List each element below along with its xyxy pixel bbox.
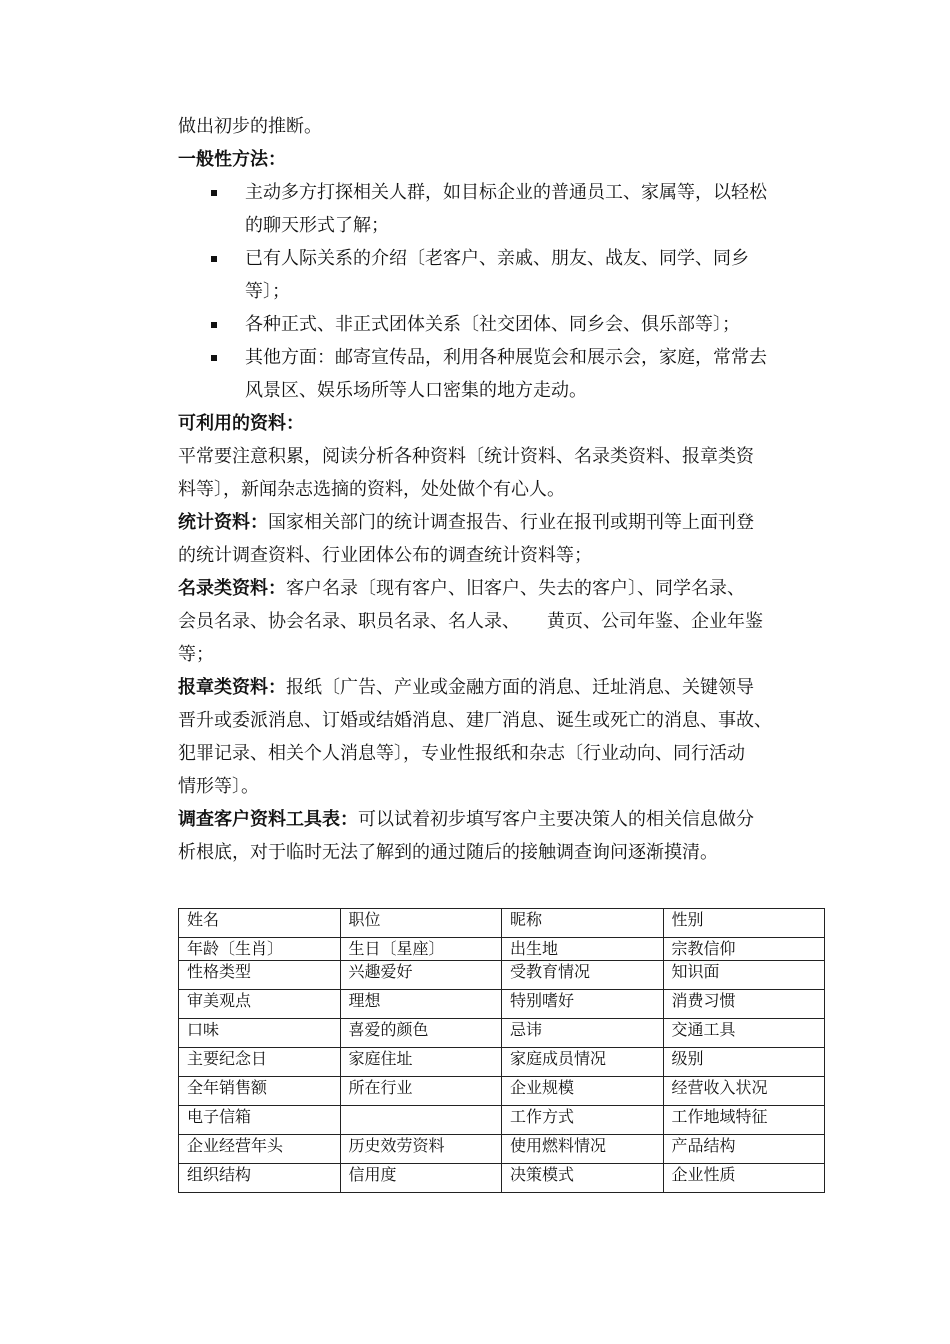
table-cell: 年龄〔生肖〕 [179,938,341,961]
list-item: 各种正式、非正式团体关系〔社交团体、同乡会、俱乐部等〕； [178,308,828,341]
bullet-square-icon [211,355,217,361]
survey-label: 调查客户资料工具表： [178,809,358,830]
table-row [179,1077,825,1106]
document-body [178,110,828,869]
table-cell: 昵称 [502,909,664,938]
stats-paragraph: 统计资料：国家相关部门的统计调查报告、行业在报刊或期刊等上面刊登 [178,512,754,533]
table-cell: 全年销售额 [179,1077,341,1106]
table-cell: 企业规模 [502,1077,664,1106]
table-cell: 历史效劳资料 [340,1135,502,1164]
stats-line-2: 的统计调查资料、行业团体公布的调查统计资料等； [178,545,592,566]
table-cell: 理想 [340,990,502,1019]
table-cell: 出生地 [502,938,664,961]
general-methods-list [178,176,828,407]
directory-label: 名录类资料： [178,578,286,599]
table-cell: 性别 [663,909,825,938]
stats-label: 统计资料： [178,512,268,533]
table-row [179,909,825,938]
table-cell: 级别 [663,1048,825,1077]
table-row [179,1106,825,1135]
bullet-square-icon [211,322,217,328]
press-label: 报章类资料： [178,677,286,698]
table-cell: 性格类型 [179,961,341,990]
general-methods-heading: 一般性方法： [178,149,286,170]
table-cell: 生日〔星座〕 [340,938,502,961]
table-cell: 交通工具 [663,1019,825,1048]
resources-line-2: 料等〕，新闻杂志选摘的资料，处处做个有心人。 [178,479,565,500]
table-cell: 特别嗜好 [502,990,664,1019]
directory-paragraph: 名录类资料：客户名录〔现有客户、旧客户、失去的客户〕、同学名录、 [178,578,745,599]
table-cell: 口味 [179,1019,341,1048]
directory-line-2: 会员名录、协会名录、职员名录、名人录、 黄页、公司年鉴、企业年鉴 [178,611,763,632]
table-cell: 消费习惯 [663,990,825,1019]
table-row [179,961,825,990]
table-row [179,1135,825,1164]
table-cell: 主要纪念日 [179,1048,341,1077]
table-cell: 职位 [340,909,502,938]
table-cell: 信用度 [340,1164,502,1193]
table-row [179,938,825,961]
list-item: 其他方面：邮寄宣传品，利用各种展览会和展示会，家庭，常常去 风景区、娱乐场所等人口密集的地方走动。 [178,341,828,407]
table-cell: 宗教信仰 [663,938,825,961]
table-cell: 工作方式 [502,1106,664,1135]
table-cell: 决策模式 [502,1164,664,1193]
directory-line-3: 等； [178,644,214,665]
table-cell: 受教育情况 [502,961,664,990]
table-row [179,1048,825,1077]
table-cell: 电子信箱 [179,1106,341,1135]
press-paragraph: 报章类资料：报纸〔广告、产业或金融方面的消息、迁址消息、关键领导 [178,677,754,698]
press-line-4: 情形等〕。 [178,776,259,797]
press-line-2: 晋升或委派消息、订婚或结婚消息、建厂消息、诞生或死亡的消息、事故、 [178,710,772,731]
resources-line-1: 平常要注意积累，阅读分析各种资料〔统计资料、名录类资料、报章类资 [178,446,754,467]
table-cell: 忌讳 [502,1019,664,1048]
table-row [179,990,825,1019]
table-cell: 家庭住址 [340,1048,502,1077]
table-row [179,1164,825,1193]
table-cell: 知识面 [663,961,825,990]
table-cell: 工作地域特征 [663,1106,825,1135]
survey-line-2: 析根底，对于临时无法了解到的通过随后的接触调查询问逐渐摸清。 [178,842,718,863]
table-cell: 产品结构 [663,1135,825,1164]
table-cell: 所在行业 [340,1077,502,1106]
table-cell: 使用燃料情况 [502,1135,664,1164]
survey-paragraph: 调查客户资料工具表：可以试着初步填写客户主要决策人的相关信息做分 [178,809,754,830]
table-cell: 喜爱的颜色 [340,1019,502,1048]
table-cell: 企业经营年头 [179,1135,341,1164]
list-item: 主动多方打探相关人群，如目标企业的普通员工、家属等，以轻松 的聊天形式了解； [178,176,828,242]
table-cell: 经营收入状况 [663,1077,825,1106]
table-cell: 审美观点 [179,990,341,1019]
list-item: 已有人际关系的介绍〔老客户、亲戚、朋友、战友、同学、同乡 等〕； [178,242,828,308]
intro-line: 做出初步的推断。 [178,116,322,137]
table-cell: 姓名 [179,909,341,938]
bullet-square-icon [211,190,217,196]
bullet-square-icon [211,256,217,262]
table-cell [340,1106,502,1135]
table-cell: 兴趣爱好 [340,961,502,990]
press-line-3: 犯罪记录、相关个人消息等〕，专业性报纸和杂志〔行业动向、同行活动 [178,743,745,764]
table-cell: 家庭成员情况 [502,1048,664,1077]
table-row [179,1019,825,1048]
table-cell: 企业性质 [663,1164,825,1193]
customer-info-table [178,908,825,1193]
table-cell: 组织结构 [179,1164,341,1193]
resources-heading: 可利用的资料： [178,413,304,434]
